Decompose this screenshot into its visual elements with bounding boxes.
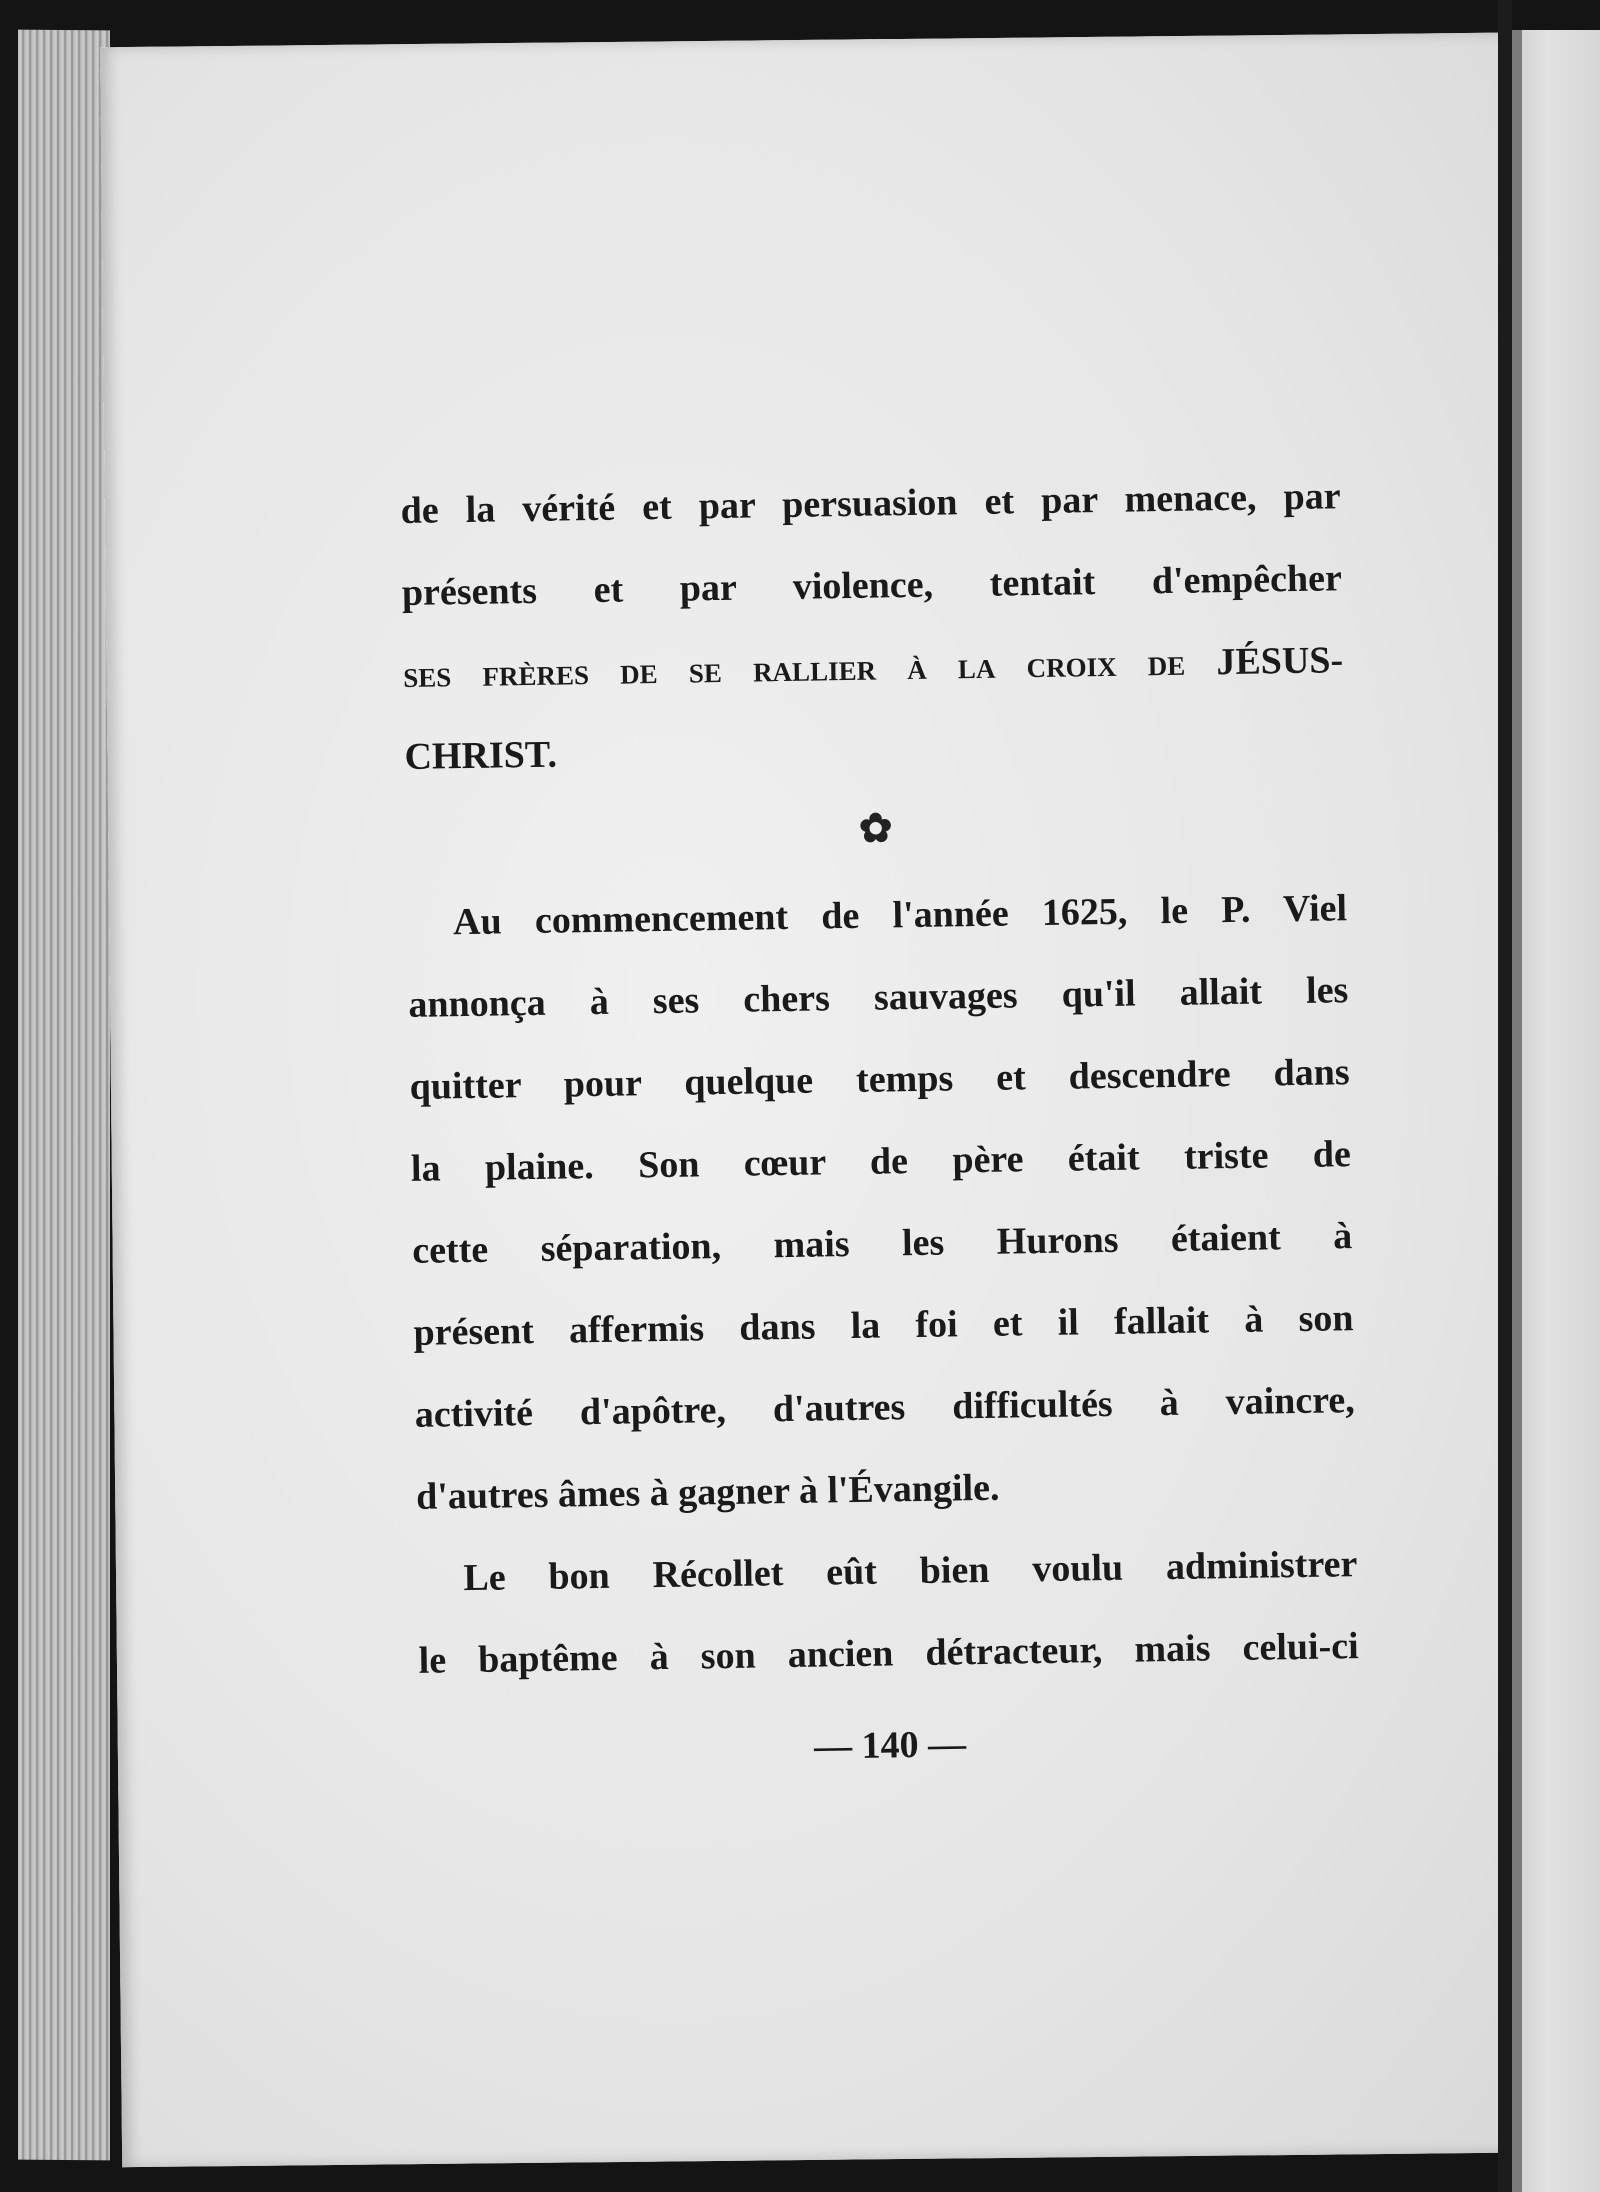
text-line: présent affermis dans la foi et il fallait à son: [413, 1297, 1354, 1354]
text-line: le baptême à son ancien détracteur, mais celui-ci: [418, 1625, 1359, 1682]
book-gutter: [1498, 0, 1512, 2192]
page-text: [400, 455, 1361, 1794]
text-line: activité d'apôtre, d'autres difficultés à vaincre,: [414, 1379, 1356, 1436]
paragraph-2: [406, 867, 1356, 1538]
text-line: Au commencement de l'année 1625, le P. Viel: [452, 887, 1348, 944]
text-line: la plaine. Son cœur de père était triste de: [410, 1133, 1352, 1190]
text-line: CHRIST.: [404, 733, 558, 778]
text-line: cette séparation, mais les Hurons étaient à: [411, 1215, 1353, 1272]
next-page-shadow: [1512, 30, 1522, 2192]
text-line: ses frères de se rallier à la croix de JÉSUS-: [402, 639, 1344, 696]
section-ornament-icon: ✿: [858, 805, 893, 851]
text-line: Le bon Récollet eût bien voulu administrer: [463, 1543, 1358, 1600]
paragraph-1: [400, 455, 1345, 798]
page-edges: [18, 30, 110, 2161]
text-line: présents et par violence, tentait d'empêcher: [401, 557, 1343, 614]
paragraph-3: [417, 1523, 1359, 1702]
text-line: de la vérité et par persuasion et par menace, par: [400, 475, 1341, 532]
text-line: annonça à ses chers sauvages qu'il allait les: [408, 969, 1349, 1026]
page-number: — 140 —: [813, 1723, 967, 1768]
next-page-edge: [1512, 30, 1600, 2192]
text-line: d'autres âmes à gagner à l'Évangile.: [415, 1466, 1000, 1518]
text-line: quitter pour quelque temps et descendre dans: [409, 1051, 1350, 1108]
